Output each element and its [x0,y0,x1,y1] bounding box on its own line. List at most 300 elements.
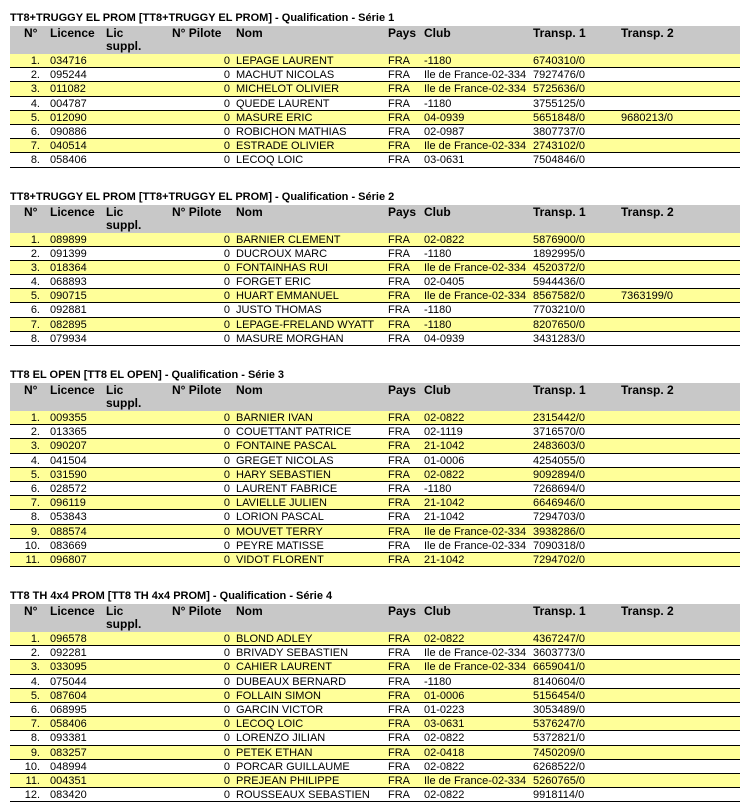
transp1-cell: 5944436/0 [533,276,585,289]
pilote-cell: 0 [223,412,230,424]
country-cell: FRA [388,633,410,646]
licence-cell: 096578 [50,633,87,646]
table-row [10,746,740,760]
pilote-cell: 0 [223,276,230,289]
name-cell: GREGET NICOLAS [236,454,334,467]
results-document [10,10,740,802]
pilote-cell: 0 [223,111,230,124]
name-cell: PREJEAN PHILIPPE [236,774,340,787]
row-num: 6. [30,125,40,138]
country-cell: FRA [388,689,410,702]
licence-cell: 012090 [50,111,87,124]
header-nom: Nom [236,26,263,40]
pilote-cell: 0 [223,774,230,787]
series-section [10,10,740,168]
pilote-cell: 0 [223,69,230,82]
series-title: TT8+TRUGGY EL PROM [TT8+TRUGGY EL PROM] - Qualification - Série 2 [10,190,395,203]
transp1-cell: 7294703/0 [533,511,585,524]
row-num: 6. [30,482,40,495]
country-cell: FRA [388,261,410,274]
table-row [10,139,740,153]
row-num: 1. [30,633,40,646]
licence-cell: 096807 [50,553,87,566]
header-transp2: Transp. 2 [621,26,674,40]
licence-cell: 040514 [50,140,87,153]
series-section [10,189,740,347]
country-cell: FRA [388,83,410,96]
table-row [10,125,740,139]
club-cell: 01-0223 [424,704,465,716]
name-cell: ESTRADE OLIVIER [236,140,335,153]
row-num: 6. [30,704,40,716]
header-transp1: Transp. 1 [533,204,586,219]
name-cell: LEPAGE LAURENT [236,55,334,67]
club-cell: -1180 [424,97,452,110]
country-cell: FRA [388,426,410,439]
table-row [10,68,740,82]
header-pays: Pays [388,204,417,219]
club-cell: Ile de France-02-334 [424,140,527,153]
name-cell: MASURE ERIC [236,111,313,124]
name-cell: MACHUT NICOLAS [236,69,335,82]
header-licence: Licence [50,383,95,397]
name-cell: MOUVET TERRY [236,525,323,538]
table-body [10,54,740,168]
pilote-cell: 0 [223,440,230,453]
transp1-cell: 3755125/0 [533,97,585,110]
country-cell: FRA [388,525,410,538]
table-row [10,261,740,275]
licence-cell: 082895 [50,318,87,331]
club-cell: 21-1042 [424,553,465,566]
row-num: 3. [30,440,40,453]
pilote-cell: 0 [223,426,230,439]
licence-cell: 013365 [50,426,87,439]
licence-cell: 090715 [50,290,87,303]
pilote-cell: 0 [223,689,230,702]
table-header [10,604,740,632]
table-row [10,332,740,346]
licence-cell: 034716 [50,55,87,67]
country-cell: FRA [388,318,410,331]
header-club: Club [424,604,451,619]
pilote-cell: 0 [223,539,230,552]
table-header [10,26,740,54]
series-title: TT8 TH 4x4 PROM [TT8 TH 4x4 PROM] - Qualification - Série 4 [10,590,333,603]
licence-cell: 068995 [50,704,87,716]
licence-cell: 009355 [50,412,87,424]
club-cell: 02-0822 [424,760,465,773]
row-num: 7. [30,318,40,331]
header-nom: Nom [236,604,263,619]
licence-cell: 089899 [50,233,87,246]
row-num: 4. [30,454,40,467]
licence-cell: 058406 [50,718,87,731]
table-row [10,774,740,788]
row-num: 12. [24,789,40,802]
row-num: 7. [30,140,40,153]
name-cell: LAVIELLE JULIEN [236,497,327,510]
country-cell: FRA [388,539,410,552]
transp1-cell: 3603773/0 [533,647,585,660]
header-transp1: Transp. 1 [533,383,586,397]
pilote-cell: 0 [223,661,230,674]
transp1-cell: 6268522/0 [533,760,585,773]
table-row [10,303,740,317]
header-pilote: N° Pilote [172,26,222,40]
header-pilote: N° Pilote [172,604,222,619]
transp1-cell: 4520372/0 [533,261,585,274]
header-pays: Pays [388,383,417,397]
header-pays: Pays [388,604,417,619]
series-title: TT8 EL OPEN [TT8 EL OPEN] - Qualification - Série 3 [10,369,285,381]
licence-cell: 079934 [50,332,87,345]
header-licence: Licence [50,204,95,219]
pilote-cell: 0 [223,704,230,716]
name-cell: LECOQ LOIC [236,154,304,167]
transp1-cell: 9918114/0 [533,789,585,802]
pilote-cell: 0 [223,233,230,246]
country-cell: FRA [388,276,410,289]
licence-cell: 083257 [50,746,87,759]
country-cell: FRA [388,789,410,802]
country-cell: FRA [388,154,410,167]
pilote-cell: 0 [223,454,230,467]
table-row [10,411,740,425]
transp2-cell: 9680213/0 [621,111,673,124]
row-num: 10. [24,760,40,773]
row-num: 11. [25,553,40,566]
licence-cell: 011082 [50,83,86,96]
country-cell: FRA [388,661,410,674]
row-num: 3. [30,261,40,274]
header-num: N° [24,26,38,40]
transp1-cell: 2743102/0 [533,140,585,153]
name-cell: BLOND ADLEY [236,633,313,646]
header-nom: Nom [236,204,263,219]
country-cell: FRA [388,304,410,317]
table-row [10,275,740,289]
transp1-cell: 7090318/0 [533,539,585,552]
table-header [10,205,740,233]
header-club: Club [424,204,451,219]
header-pilote: N° Pilote [172,204,222,219]
country-cell: FRA [388,746,410,759]
name-cell: FORGET ERIC [236,276,311,289]
licence-cell: 095244 [50,69,87,82]
transp1-cell: 7927476/0 [533,69,585,82]
table-row [10,760,740,774]
transp1-cell: 5156454/0 [533,689,585,702]
club-cell: 03-0631 [424,154,465,167]
licence-cell: 053843 [50,511,87,524]
name-cell: GARCIN VICTOR [236,704,324,716]
transp1-cell: 3431283/0 [533,332,585,345]
country-cell: FRA [388,732,410,745]
row-num: 1. [30,55,40,67]
series-section [10,588,740,802]
licence-cell: 088574 [50,525,87,538]
club-cell: 02-1119 [424,426,463,439]
licence-cell: 096119 [50,497,86,510]
pilote-cell: 0 [223,290,230,303]
table-row [10,675,740,689]
club-cell: -1180 [424,304,452,317]
club-cell: 01-0006 [424,689,465,702]
club-cell: 02-0822 [424,233,465,246]
club-cell: -1180 [424,675,452,688]
pilote-cell: 0 [223,553,230,566]
table-row [10,54,740,68]
club-cell: -1180 [424,482,452,495]
country-cell: FRA [388,97,410,110]
transp1-cell: 3807737/0 [533,125,585,138]
club-cell: Ile de France-02-334 [424,83,527,96]
club-cell: 03-0631 [424,718,465,731]
pilote-cell: 0 [223,468,230,481]
licence-cell: 091399 [50,247,87,260]
club-cell: 02-0987 [424,125,465,138]
licence-cell: 058406 [50,154,87,167]
country-cell: FRA [388,675,410,688]
transp1-cell: 8567582/0 [533,290,585,303]
licence-cell: 028572 [50,482,87,495]
name-cell: LEPAGE-FRELAND WYATT [236,318,375,331]
header-club: Club [424,383,451,397]
pilote-cell: 0 [223,633,230,646]
row-num: 1. [30,412,40,424]
pilote-cell: 0 [223,760,230,773]
club-cell: Ile de France-02-334 [424,525,527,538]
name-cell: HARY SEBASTIEN [236,468,331,481]
country-cell: FRA [388,233,410,246]
pilote-cell: 0 [223,83,230,96]
club-cell: 01-0006 [424,454,465,467]
table-row [10,439,740,453]
row-num: 7. [30,718,40,731]
table-body [10,233,740,347]
header-num: N° [24,604,38,619]
row-num: 8. [30,511,40,524]
name-cell: CAHIER LAURENT [236,661,332,674]
transp1-cell: 7294702/0 [533,553,585,566]
table-row [10,111,740,125]
licence-cell: 048994 [50,760,87,773]
name-cell: VIDOT FLORENT [236,553,324,566]
name-cell: LAURENT FABRICE [236,482,338,495]
name-cell: PETEK ETHAN [236,746,313,759]
pilote-cell: 0 [223,732,230,745]
row-num: 9. [30,525,40,538]
pilote-cell: 0 [223,55,230,67]
country-cell: FRA [388,440,410,453]
pilote-cell: 0 [223,154,230,167]
name-cell: BARNIER CLEMENT [236,233,341,246]
name-cell: PEYRE MATISSE [236,539,324,552]
licence-cell: 031590 [50,468,87,481]
name-cell: JUSTO THOMAS [236,304,322,317]
country-cell: FRA [388,760,410,773]
transp1-cell: 1892995/0 [533,247,585,260]
table-row [10,553,740,567]
pilote-cell: 0 [223,675,230,688]
pilote-cell: 0 [223,482,230,495]
licence-cell: 041504 [50,454,87,467]
row-num: 4. [30,97,40,110]
row-num: 6. [30,304,40,317]
club-cell: 04-0939 [424,111,465,124]
transp1-cell: 2315442/0 [533,412,585,424]
transp1-cell: 5651848/0 [533,111,585,124]
licence-cell: 004787 [50,97,87,110]
row-num: 3. [30,83,40,96]
name-cell: FONTAINHAS RUI [236,261,329,274]
table-row [10,660,740,674]
club-cell: Ile de France-02-334 [424,539,527,552]
row-num: 5. [30,290,40,303]
row-num: 8. [30,154,40,167]
header-lic-suppl: Lic suppl. [106,204,142,232]
row-num: 9. [30,746,40,759]
table-row [10,525,740,539]
country-cell: FRA [388,482,410,495]
name-cell: LECOQ LOIC [236,718,304,731]
country-cell: FRA [388,774,410,787]
licence-cell: 004351 [50,774,87,787]
club-cell: Ile de France-02-334 [424,661,527,674]
table-body [10,632,740,802]
country-cell: FRA [388,412,410,424]
pilote-cell: 0 [223,332,230,345]
series-title: TT8+TRUGGY EL PROM [TT8+TRUGGY EL PROM] - Qualification - Série 1 [10,12,395,24]
row-num: 2. [30,247,40,260]
header-transp2: Transp. 2 [621,383,674,397]
name-cell: COUETTANT PATRICE [236,426,352,439]
licence-cell: 068893 [50,276,87,289]
transp1-cell: 3938286/0 [533,525,585,538]
header-num: N° [24,204,38,219]
table-row [10,425,740,439]
transp1-cell: 7504846/0 [533,154,585,167]
name-cell: MASURE MORGHAN [236,332,344,345]
header-club: Club [424,26,451,40]
country-cell: FRA [388,69,410,82]
transp1-cell: 5372821/0 [533,732,585,745]
row-num: 4. [30,675,40,688]
row-num: 8. [30,732,40,745]
transp1-cell: 3053489/0 [533,704,585,716]
transp1-cell: 7268694/0 [533,482,585,495]
licence-cell: 087604 [50,689,87,702]
club-cell: 02-0822 [424,732,465,745]
table-row [10,482,740,496]
country-cell: FRA [388,468,410,481]
transp2-cell: 7363199/0 [621,290,673,303]
row-num: 10. [24,539,40,552]
header-transp2: Transp. 2 [621,204,674,219]
table-row [10,82,740,96]
header-num: N° [24,383,38,397]
pilote-cell: 0 [223,647,230,660]
name-cell: BARNIER IVAN [236,412,313,424]
transp1-cell: 5725636/0 [533,83,585,96]
licence-cell: 093381 [50,732,87,745]
country-cell: FRA [388,111,410,124]
row-num: 4. [30,276,40,289]
country-cell: FRA [388,497,410,510]
header-transp1: Transp. 1 [533,604,586,619]
table-row [10,97,740,111]
country-cell: FRA [388,332,410,345]
name-cell: FOLLAIN SIMON [236,689,321,702]
club-cell: 02-0822 [424,633,465,646]
club-cell: 04-0939 [424,332,465,345]
licence-cell: 090886 [50,125,87,138]
header-nom: Nom [236,383,263,397]
transp1-cell: 6659041/0 [533,661,585,674]
transp1-cell: 3716570/0 [533,426,585,439]
club-cell: Ile de France-02-334 [424,290,527,303]
pilote-cell: 0 [223,261,230,274]
table-row [10,703,740,717]
pilote-cell: 0 [223,511,230,524]
row-num: 5. [30,689,40,702]
club-cell: 21-1042 [424,440,465,453]
name-cell: ROUSSEAUX SEBASTIEN [236,789,370,802]
licence-cell: 090207 [50,440,87,453]
row-num: 2. [30,426,40,439]
name-cell: QUEDE LAURENT [236,97,330,110]
table-row [10,496,740,510]
name-cell: DUBEAUX BERNARD [236,675,347,688]
table-body [10,411,740,567]
club-cell: 02-0418 [424,746,465,759]
table-row [10,731,740,745]
header-transp1: Transp. 1 [533,26,586,40]
country-cell: FRA [388,454,410,467]
table-row [10,646,740,660]
pilote-cell: 0 [223,789,230,802]
table-header [10,383,740,411]
name-cell: HUART EMMANUEL [236,290,339,303]
header-pilote: N° Pilote [172,383,222,397]
table-row [10,247,740,261]
licence-cell: 092281 [50,647,87,660]
club-cell: 02-0405 [424,276,465,289]
header-pays: Pays [388,26,417,40]
transp1-cell: 8207650/0 [533,318,585,331]
pilote-cell: 0 [223,318,230,331]
country-cell: FRA [388,290,410,303]
transp1-cell: 5376247/0 [533,718,585,731]
transp1-cell: 5260765/0 [533,774,585,787]
table-row [10,717,740,731]
name-cell: LORION PASCAL [236,511,324,524]
header-lic-suppl: Lic suppl. [106,26,142,53]
licence-cell: 033095 [50,661,87,674]
table-row [10,289,740,303]
licence-cell: 083669 [50,539,87,552]
name-cell: BRIVADY SEBASTIEN [236,647,349,660]
row-num: 1. [30,233,40,246]
row-num: 2. [30,647,40,660]
name-cell: ROBICHON MATHIAS [236,125,347,138]
table-row [10,153,740,167]
pilote-cell: 0 [223,497,230,510]
header-lic-suppl: Lic suppl. [106,604,142,632]
header-licence: Licence [50,26,95,40]
table-row [10,689,740,703]
